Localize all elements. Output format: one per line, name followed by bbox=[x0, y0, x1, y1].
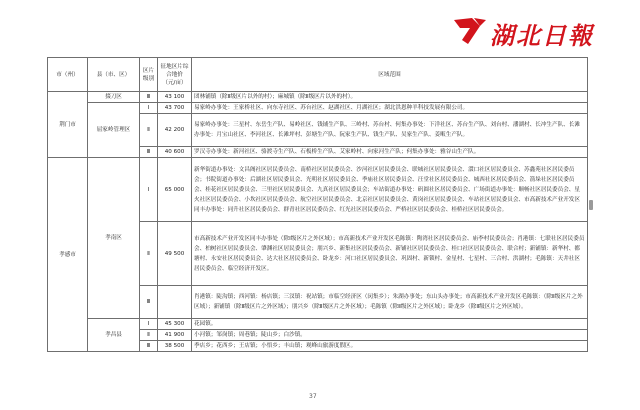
price-cell: 38 500 bbox=[158, 341, 192, 352]
newspaper-brand-icon bbox=[450, 14, 490, 48]
scope-cell: 花园镇。 bbox=[192, 319, 588, 330]
header-zone: 区片级别 bbox=[140, 58, 158, 92]
scope-cell: 新华街道办事处：文昌阁社区居民委员会、南桥社区居民委员会、沙河社区居民委员会、联城社区居民委员会、澴口社区居民委员会、苏鑫苑社区居民委员会；书院街道办事处：后湖社区居民委员会、光明社区居民委员会、季庙社区居民委员会、汪堂社区居民委员会、城西社区居民委员会、箭垛社区居民委员会、桂花社区居民委员会、三里社区居民委员会、九真社区居民委员会；车站街道办事处：矾圆社区居民委员会、广场街道办事处：顺畅社区居民委员会、星火社区居民委员会、小坎社区居民委员会、航空社区居民委员会、北京社区居民委员会、黄岗社区居民委员会、车站社区居民委员会、市高新技术产业开发区同丰办事处：同升社区居民委员会、群青社区居民委员会、红光社区居民委员会、严桥社区居民委员会、桂桥社区居民委员会。 bbox=[192, 158, 588, 222]
zone-cell: Ⅱ bbox=[140, 114, 158, 147]
scope-cell: 肖港镇：陡沟镇；西河镇：杨店镇；三汊镇：祝站镇；市临空经济区（闵集乡）；朱湖办事处；东山头办事处；市高新技术产业开发区毛陈镇：（除Ⅱ级区片之外区域）；新铺镇（除Ⅱ级区片之外区域）；朋兴乡（除Ⅱ级区片之外区域）；毛陈镇（除Ⅱ级区片之外区域）；卧龙乡（除Ⅱ级区片之外区域）。 bbox=[192, 286, 588, 319]
zone-cell: Ⅱ bbox=[140, 330, 158, 341]
price-cell: 42 200 bbox=[158, 114, 192, 147]
table-row bbox=[48, 92, 588, 103]
price-cell: 43 700 bbox=[158, 103, 192, 114]
zone-cell: Ⅲ bbox=[140, 147, 158, 158]
land-price-table bbox=[47, 57, 588, 352]
scope-cell: 易家岭办事处：王家桥社区、向东寺社区、苏台社区、赵湖社区、月湖社区；湖北洪恩种羊科技发展有限公司。 bbox=[192, 103, 588, 114]
header-city: 市（州） bbox=[48, 58, 88, 92]
scroll-handle[interactable] bbox=[589, 200, 593, 210]
table-row bbox=[48, 158, 588, 222]
county-cell: 孝南区 bbox=[88, 158, 140, 319]
page-number: 37 bbox=[309, 393, 317, 400]
zone-cell: Ⅲ bbox=[140, 341, 158, 352]
price-cell: 65 000 bbox=[158, 158, 192, 222]
scope-cell: 市高新技术产业开发区同丰办事处（除Ⅰ级区片之外区域）；市高新技术产业开发区毛陈镇：陶湾社区居民委员会、庙李村民委员会；肖港镇：七联社区居民委员会、柏树社区居民委员会、肇渊社区居民委员会；朋兴乡、新集社区居民委员会、新铺社区居民委员会、桂口社区居民委员会、联合村；新铺镇：新华村、都塘村、永安社区居民委员会、达大社区居民委员会、卧龙乡：河口社区居民委员会、巩固村、新锁村、金星村、七星村、三合村、洪湖村；毛陈镇：天井社区居民委员会、临空经济开发区。 bbox=[192, 222, 588, 286]
brand-logo bbox=[450, 14, 630, 48]
county-cell: 孝昌县 bbox=[88, 319, 140, 352]
scope-cell: 季店乡；花西乡；王店镇；小悟乡；丰山镇；观峰山旅游度假区。 bbox=[192, 341, 588, 352]
county-cell: 屈家岭管理区 bbox=[88, 103, 140, 158]
price-cell: 43 100 bbox=[158, 92, 192, 103]
price-cell: 41 900 bbox=[158, 330, 192, 341]
city-cell: 荆门市 bbox=[48, 92, 88, 158]
scope-cell: 易家岭办事处：三星村、东岳生产队、易岭社区、钱铺生产队、三岭村、苏台村、何集办事处：下洋社区、苏台生产队、刘台村、潘湖村、长冲生产队、长滩办事处：月宝山社区、李河社区、长滩坪村、彭塘生产队、阮家生产队、钱生产队、吴家生产队、姜畈生产队。 bbox=[192, 114, 588, 147]
scope-cell: 小河镇；邹岗镇；周巷镇；陡山乡；白沙镇。 bbox=[192, 330, 588, 341]
brand-name: 湖北日報 bbox=[490, 21, 594, 50]
header-price: 征地区片综合地价（元/亩） bbox=[158, 58, 192, 92]
price-cell: 49 500 bbox=[158, 222, 192, 286]
price-cell bbox=[158, 286, 192, 319]
header-county: 县（市、区） bbox=[88, 58, 140, 92]
header-scope: 区域范围 bbox=[192, 58, 588, 92]
zone-cell: Ⅲ bbox=[140, 92, 158, 103]
table-row bbox=[48, 319, 588, 330]
price-cell: 40 600 bbox=[158, 147, 192, 158]
city-cell: 孝感市 bbox=[48, 158, 88, 352]
zone-cell: Ⅰ bbox=[140, 103, 158, 114]
scope-cell: 团林铺镇（除Ⅱ级区片以外的村）；麻城镇（除Ⅱ级区片以外的村）。 bbox=[192, 92, 588, 103]
zone-cell: Ⅲ bbox=[140, 286, 158, 319]
zone-cell: Ⅰ bbox=[140, 319, 158, 330]
table-row bbox=[48, 103, 588, 114]
county-cell: 掇刀区 bbox=[88, 92, 140, 103]
zone-cell: Ⅰ bbox=[140, 158, 158, 222]
scope-cell: 罗汉寺办事处：新河社区、骆渡寺生产队、石板桥生产队、艾家岭村、向家河生产队；何集办事处：雅谷山生产队。 bbox=[192, 147, 588, 158]
table-header-row bbox=[48, 58, 588, 92]
zone-cell: Ⅱ bbox=[140, 222, 158, 286]
price-cell: 45 300 bbox=[158, 319, 192, 330]
